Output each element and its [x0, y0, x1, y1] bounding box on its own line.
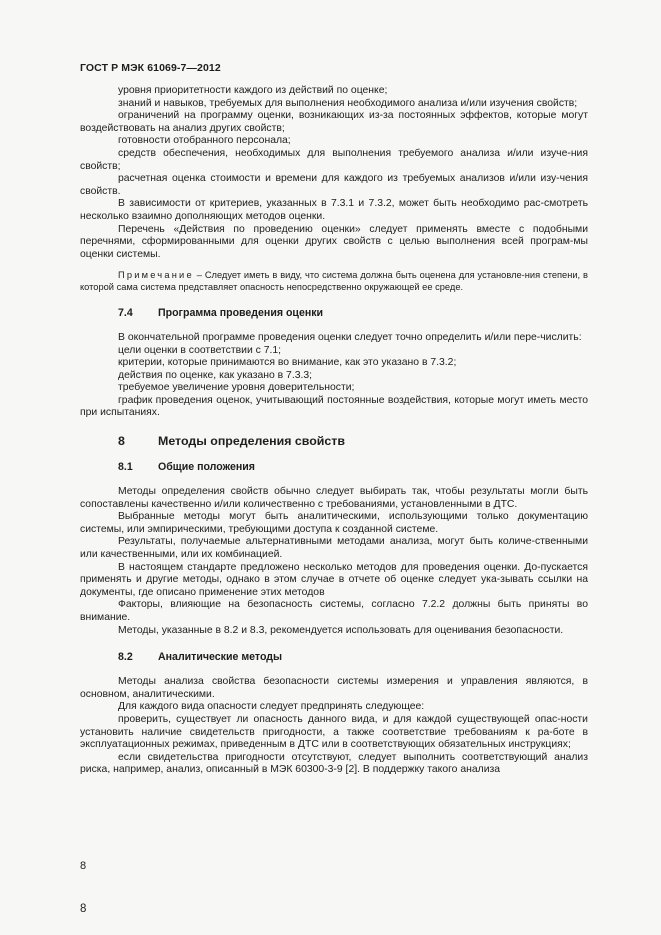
section-title: Общие положения: [158, 461, 255, 474]
paragraph: Методы определения свойств обычно следует выбирать так, чтобы результаты могли быть сопоставлены качественно и/или количественно с требованиями, установленными в ДТС.: [80, 486, 588, 510]
list-item: знаний и навыков, требуемых для выполнения необходимого анализа и/или изучения свойств;: [118, 97, 578, 109]
section-heading-8: [80, 434, 588, 449]
section-heading-8-1: [80, 461, 588, 474]
note-dash: –: [193, 270, 205, 281]
paragraph: Методы анализа свойства безопасности системы измерения и управления являются, в основном, аналитическими.: [80, 676, 588, 700]
paragraph: Для каждого вида опасности следует предпринять следующее:: [118, 701, 425, 713]
list-item: цели оценки в соответствии с 7.1;: [118, 344, 282, 356]
list-item: действия по оценке, как указано в 7.3.3;: [118, 369, 313, 381]
paragraph: Факторы, влияющие на безопасность системы, согласно 7.2.2 должны быть приняты во внимание.: [80, 599, 588, 623]
section-heading-8-2: [80, 651, 588, 664]
list-item: расчетная оценка стоимости и времени для каждого из требуемых анализов и/или изу-чения свойств.: [80, 173, 588, 197]
list-item: готовности отобранного персонала;: [118, 135, 291, 147]
page-number: 8: [80, 903, 87, 915]
list-item: уровня приоритетности каждого из действий по оценке;: [118, 85, 388, 96]
section-title: Аналитические методы: [158, 651, 283, 664]
paragraph: В настоящем стандарте предложено несколько методов для проведения оценки. До-пускается применять и другие методы, однако в этом случае в отчете об оценке следует ука-зывать ссылки на документы, где описано применение этих методов: [80, 561, 588, 598]
paragraph: В окончательной программе проведения оценки следует точно определить и/или пере-числить:: [118, 331, 582, 343]
paragraph: Перечень «Действия по проведению оценки» следует применять вместе с подобными перечнями, сформированными для оценки других свойств с целью выполнения всей програм-мы оценки системы.: [80, 223, 588, 260]
section-number: 8.2: [118, 651, 133, 664]
list-item: требуемое увеличение уровня доверительности;: [118, 382, 355, 394]
paragraph: В зависимости от критериев, указанных в 7.3.1 и 7.3.2, может быть необходимо рас-смотреть несколько взаимно дополняющих методов оценки.: [80, 198, 588, 222]
list-item: ограничений на программу оценки, возникающих из-за постоянных эффектов, которые могут воздействовать на анализ других свойств;: [80, 110, 588, 134]
section-heading-7-4: [80, 307, 588, 320]
body-text: [80, 85, 588, 777]
note: [80, 270, 588, 293]
section-number: 8.1: [118, 461, 133, 474]
note-text: Следует иметь в виду, что система должна быть оценена для установле-ния степени, в которой сама система представляет опасность непосредственно окружающей ее среде.: [80, 270, 588, 292]
note-lead: Примечание: [118, 270, 194, 281]
paragraph: Результаты, получаемые альтернативными методами анализа, могут быть количе-ственными или качественными, или их комбинацией.: [80, 536, 588, 561]
section-number: 8: [118, 434, 125, 449]
list-item: график проведения оценок, учитывающий постоянные воздействия, которые могут иметь место при испытаниях.: [80, 394, 588, 419]
paragraph: Выбранные методы могут быть аналитическими, использующими только документацию системы, или эмпирическими, требующими доступа к созданной системе.: [80, 511, 588, 535]
list-item: средств обеспечения, необходимых для выполнения требуемого анализа и/или изуче-ния свойств;: [80, 147, 588, 172]
section-title: Методы определения свойств: [158, 434, 345, 449]
section-number: 7.4: [118, 306, 133, 319]
page-mark: 8: [80, 860, 87, 872]
list-item: если свидетельства пригодности отсутствуют, следует выполнить соответствующий анализ риска, например, анализ, описанный в МЭК 60300-3-9 [2]. В поддержку такого анализа: [80, 751, 588, 776]
list-item: проверить, существует ли опасность данного вида, и для каждой существующей опас-ности установить наличие свидетельств пригодности, а также соответствие требованиям к ра-боте в эксплуатационных режимах, приведенным в ДТС или в соответствующих обязательных инструкциях;: [80, 713, 588, 751]
list-item: критерии, которые принимаются во внимание, как это указано в 7.3.2;: [118, 357, 457, 369]
section-title: Программа проведения оценки: [158, 306, 324, 319]
document-code: ГОСТ Р МЭК 61069-7—2012: [80, 62, 221, 74]
paragraph: Методы, указанные в 8.2 и 8.3, рекомендуется использовать для оценивания безопасности.: [118, 624, 564, 636]
